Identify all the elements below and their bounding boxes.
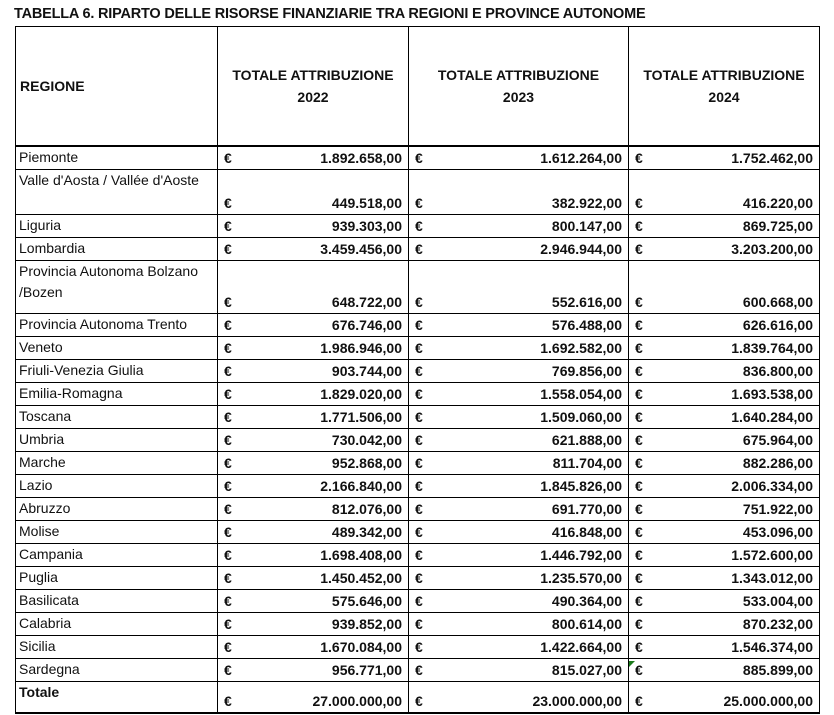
- euro-symbol: €: [415, 593, 423, 609]
- region-name: Piemonte: [16, 146, 218, 170]
- amount-cell-2022: [218, 590, 409, 613]
- euro-symbol: €: [635, 432, 643, 448]
- amount-cell-2024: [629, 567, 820, 590]
- euro-symbol: €: [635, 340, 643, 356]
- amount-cell-2023: [409, 261, 629, 314]
- euro-symbol: €: [635, 294, 643, 310]
- euro-symbol: €: [415, 639, 423, 655]
- euro-symbol: €: [224, 386, 232, 402]
- amount-value: 800.147,00: [551, 218, 622, 234]
- euro-symbol: €: [415, 547, 423, 563]
- amount-value: 903.744,00: [331, 363, 402, 379]
- amount-value: 1.693.538,00: [731, 386, 813, 402]
- amount-value: 815.027,00: [551, 662, 622, 678]
- amount-cell-2022: [218, 636, 409, 659]
- euro-symbol: €: [635, 409, 643, 425]
- total-row: [16, 682, 820, 714]
- euro-symbol: €: [224, 241, 232, 257]
- amount-value: 751.922,00: [742, 501, 813, 517]
- euro-symbol: €: [224, 317, 232, 333]
- amount-value: 3.203.200,00: [731, 241, 813, 257]
- euro-symbol: €: [224, 455, 232, 471]
- euro-symbol: €: [224, 693, 232, 709]
- amount-value: 3.459.456,00: [320, 241, 402, 257]
- amount-cell-2022: [218, 314, 409, 337]
- amount-cell-2022: [218, 360, 409, 383]
- amount-value: 730.042,00: [331, 432, 402, 448]
- amount-cell-2024: [629, 590, 820, 613]
- euro-symbol: €: [635, 662, 643, 678]
- amount-value: 675.964,00: [742, 432, 813, 448]
- euro-symbol: €: [415, 386, 423, 402]
- euro-symbol: €: [635, 570, 643, 586]
- euro-symbol: €: [415, 616, 423, 632]
- amount-value: 1.450.452,00: [320, 570, 402, 586]
- region-name: Sicilia: [16, 636, 218, 659]
- column-header-label: TOTALE ATTRIBUZIONE: [437, 67, 600, 83]
- amount-value: 885.899,00: [742, 662, 813, 678]
- region-name: Calabria: [16, 613, 218, 636]
- amount-cell-2024: [629, 521, 820, 544]
- amount-cell-2024: [629, 452, 820, 475]
- amount-value: 1.839.764,00: [731, 340, 813, 356]
- amount-value: 870.232,00: [742, 616, 813, 632]
- amount-cell-2023: [409, 406, 629, 429]
- total-label: Totale: [16, 682, 218, 714]
- table-row: [16, 613, 820, 636]
- amount-value: 1.558.054,00: [540, 386, 622, 402]
- amount-cell-2023: [409, 429, 629, 452]
- region-name: Umbria: [16, 429, 218, 452]
- amount-cell-2023: [409, 452, 629, 475]
- euro-symbol: €: [415, 478, 423, 494]
- amount-value: 552.616,00: [551, 294, 622, 310]
- amount-value: 1.509.060,00: [540, 409, 622, 425]
- region-name: Veneto: [16, 337, 218, 360]
- table-row: [16, 146, 820, 170]
- amount-cell-2022: [218, 682, 409, 714]
- amount-cell-2024: [629, 261, 820, 314]
- amount-cell-2023: [409, 170, 629, 215]
- amount-value: 1.343.012,00: [731, 570, 813, 586]
- amount-cell-2023: [409, 383, 629, 406]
- amount-cell-2023: [409, 590, 629, 613]
- amount-value: 1.892.658,00: [320, 150, 402, 166]
- amount-value: 1.670.084,00: [320, 639, 402, 655]
- table-row: [16, 636, 820, 659]
- amount-value: 882.286,00: [742, 455, 813, 471]
- amount-value: 2.166.840,00: [320, 478, 402, 494]
- amount-value: 533.004,00: [742, 593, 813, 609]
- euro-symbol: €: [224, 150, 232, 166]
- amount-cell-2022: [218, 613, 409, 636]
- amount-cell-2024: [629, 406, 820, 429]
- euro-symbol: €: [224, 501, 232, 517]
- amount-cell-2023: [409, 360, 629, 383]
- amount-cell-2023: [409, 337, 629, 360]
- euro-symbol: €: [224, 340, 232, 356]
- amount-cell-2023: [409, 215, 629, 238]
- euro-symbol: €: [415, 455, 423, 471]
- amount-value: 769.856,00: [551, 363, 622, 379]
- table-row: [16, 429, 820, 452]
- amount-cell-2024: [629, 337, 820, 360]
- region-name: Sardegna: [16, 659, 218, 682]
- euro-symbol: €: [635, 241, 643, 257]
- table-row: [16, 590, 820, 613]
- region-name: Provincia Autonoma Trento: [16, 314, 218, 337]
- table-row: [16, 314, 820, 337]
- euro-symbol: €: [224, 432, 232, 448]
- table-row: [16, 406, 820, 429]
- euro-symbol: €: [415, 409, 423, 425]
- euro-symbol: €: [635, 363, 643, 379]
- header-row: [16, 27, 820, 147]
- table-row: [16, 170, 820, 215]
- euro-symbol: €: [415, 570, 423, 586]
- region-name: Liguria: [16, 215, 218, 238]
- amount-value: 1.698.408,00: [320, 547, 402, 563]
- amount-value: 676.746,00: [331, 317, 402, 333]
- region-name: Emilia-Romagna: [16, 383, 218, 406]
- amount-value: 626.616,00: [742, 317, 813, 333]
- amount-cell-2022: [218, 498, 409, 521]
- column-header-2024: [629, 27, 820, 147]
- euro-symbol: €: [224, 662, 232, 678]
- amount-cell-2024: [629, 682, 820, 714]
- amount-cell-2022: [218, 238, 409, 261]
- amount-cell-2023: [409, 475, 629, 498]
- amount-cell-2024: [629, 544, 820, 567]
- euro-symbol: €: [224, 593, 232, 609]
- amount-value: 2.006.334,00: [731, 478, 813, 494]
- amount-value: 600.668,00: [742, 294, 813, 310]
- euro-symbol: €: [415, 294, 423, 310]
- amount-cell-2022: [218, 170, 409, 215]
- cell-comment-indicator: [629, 661, 635, 667]
- euro-symbol: €: [224, 195, 232, 211]
- amount-cell-2024: [629, 238, 820, 261]
- region-name: Provincia Autonoma Bolzano /Bozen: [16, 261, 218, 314]
- euro-symbol: €: [635, 455, 643, 471]
- region-name: Friuli-Venezia Giulia: [16, 360, 218, 383]
- column-header-2022: [218, 27, 409, 147]
- amount-value: 1.422.664,00: [540, 639, 622, 655]
- amount-cell-2024: [629, 429, 820, 452]
- table-body: [16, 146, 820, 713]
- table-row: [16, 475, 820, 498]
- euro-symbol: €: [224, 363, 232, 379]
- amount-value: 2.946.944,00: [540, 241, 622, 257]
- amount-cell-2024: [629, 314, 820, 337]
- amount-cell-2022: [218, 337, 409, 360]
- euro-symbol: €: [224, 616, 232, 632]
- amount-value: 1.446.792,00: [540, 547, 622, 563]
- amount-cell-2023: [409, 613, 629, 636]
- amount-value: 382.922,00: [551, 195, 622, 211]
- amount-cell-2024: [629, 636, 820, 659]
- amount-value: 489.342,00: [331, 524, 402, 540]
- amount-cell-2022: [218, 215, 409, 238]
- amount-cell-2022: [218, 429, 409, 452]
- region-name: Marche: [16, 452, 218, 475]
- amount-value: 836.800,00: [742, 363, 813, 379]
- amount-cell-2023: [409, 314, 629, 337]
- euro-symbol: €: [415, 662, 423, 678]
- table-row: [16, 215, 820, 238]
- column-header-region: REGIONE: [16, 27, 218, 147]
- region-name: Campania: [16, 544, 218, 567]
- amount-value: 1.640.284,00: [731, 409, 813, 425]
- amount-cell-2022: [218, 475, 409, 498]
- amount-cell-2023: [409, 567, 629, 590]
- amount-value: 952.868,00: [331, 455, 402, 471]
- amount-cell-2022: [218, 659, 409, 682]
- euro-symbol: €: [415, 218, 423, 234]
- euro-symbol: €: [415, 501, 423, 517]
- amount-cell-2022: [218, 406, 409, 429]
- euro-symbol: €: [224, 524, 232, 540]
- amount-value: 1.752.462,00: [731, 150, 813, 166]
- amount-cell-2023: [409, 521, 629, 544]
- amount-cell-2022: [218, 146, 409, 170]
- euro-symbol: €: [635, 150, 643, 166]
- table-row: [16, 238, 820, 261]
- amount-value: 576.488,00: [551, 317, 622, 333]
- euro-symbol: €: [415, 150, 423, 166]
- column-header-year: 2023: [502, 89, 535, 105]
- amount-value: 648.722,00: [331, 294, 402, 310]
- amount-value: 27.000.000,00: [312, 693, 402, 709]
- amount-value: 1.771.506,00: [320, 409, 402, 425]
- region-name: Abruzzo: [16, 498, 218, 521]
- amount-cell-2022: [218, 521, 409, 544]
- amount-value: 1.845.826,00: [540, 478, 622, 494]
- table-row: [16, 521, 820, 544]
- amount-value: 25.000.000,00: [723, 693, 813, 709]
- table-row: [16, 452, 820, 475]
- amount-cell-2024: [629, 659, 820, 682]
- table-row: [16, 659, 820, 682]
- amount-value: 811.704,00: [552, 455, 622, 471]
- amount-value: 416.848,00: [551, 524, 622, 540]
- amount-cell-2024: [629, 383, 820, 406]
- amount-value: 800.614,00: [551, 616, 622, 632]
- euro-symbol: €: [635, 317, 643, 333]
- amount-value: 1.829.020,00: [320, 386, 402, 402]
- euro-symbol: €: [635, 639, 643, 655]
- euro-symbol: €: [415, 195, 423, 211]
- region-name: Lombardia: [16, 238, 218, 261]
- amount-value: 23.000.000,00: [532, 693, 622, 709]
- table-row: [16, 567, 820, 590]
- euro-symbol: €: [224, 294, 232, 310]
- amount-cell-2023: [409, 544, 629, 567]
- table-row: [16, 360, 820, 383]
- region-name: Basilicata: [16, 590, 218, 613]
- table-row: [16, 383, 820, 406]
- amount-value: 416.220,00: [742, 195, 813, 211]
- amount-value: 691.770,00: [551, 501, 622, 517]
- amount-cell-2024: [629, 498, 820, 521]
- euro-symbol: €: [635, 501, 643, 517]
- euro-symbol: €: [224, 409, 232, 425]
- euro-symbol: €: [415, 524, 423, 540]
- column-header-label: TOTALE ATTRIBUZIONE: [643, 67, 805, 83]
- amount-value: 453.096,00: [742, 524, 813, 540]
- amount-cell-2022: [218, 544, 409, 567]
- amount-cell-2022: [218, 261, 409, 314]
- amount-cell-2023: [409, 498, 629, 521]
- euro-symbol: €: [635, 593, 643, 609]
- column-header-2023: [409, 27, 629, 147]
- amount-cell-2022: [218, 383, 409, 406]
- amount-cell-2023: [409, 659, 629, 682]
- amount-cell-2024: [629, 170, 820, 215]
- euro-symbol: €: [415, 340, 423, 356]
- amount-value: 1.235.570,00: [540, 570, 622, 586]
- amount-value: 621.888,00: [551, 432, 622, 448]
- amount-value: 1.572.600,00: [731, 547, 813, 563]
- amount-cell-2024: [629, 613, 820, 636]
- euro-symbol: €: [635, 693, 643, 709]
- amount-cell-2022: [218, 567, 409, 590]
- euro-symbol: €: [415, 363, 423, 379]
- euro-symbol: €: [415, 317, 423, 333]
- table-row: [16, 337, 820, 360]
- euro-symbol: €: [415, 241, 423, 257]
- euro-symbol: €: [635, 524, 643, 540]
- amount-value: 869.725,00: [742, 218, 813, 234]
- region-name: Lazio: [16, 475, 218, 498]
- euro-symbol: €: [224, 570, 232, 586]
- amount-value: 1.612.264,00: [540, 150, 622, 166]
- amount-cell-2023: [409, 146, 629, 170]
- amount-cell-2023: [409, 636, 629, 659]
- amount-value: 939.852,00: [331, 616, 402, 632]
- amount-cell-2024: [629, 146, 820, 170]
- euro-symbol: €: [224, 218, 232, 234]
- amount-cell-2022: [218, 452, 409, 475]
- column-header-year: 2022: [297, 89, 329, 105]
- funding-table: [15, 26, 820, 714]
- region-name: Molise: [16, 521, 218, 544]
- region-name: Valle d'Aosta / Vallée d'Aoste: [16, 170, 218, 215]
- euro-symbol: €: [635, 547, 643, 563]
- euro-symbol: €: [224, 547, 232, 563]
- table-row: [16, 544, 820, 567]
- amount-cell-2024: [629, 215, 820, 238]
- euro-symbol: €: [635, 478, 643, 494]
- amount-cell-2024: [629, 360, 820, 383]
- amount-value: 1.986.946,00: [320, 340, 402, 356]
- amount-value: 490.364,00: [551, 593, 622, 609]
- euro-symbol: €: [224, 639, 232, 655]
- amount-value: 812.076,00: [331, 501, 402, 517]
- euro-symbol: €: [635, 386, 643, 402]
- column-header-year: 2024: [708, 89, 740, 105]
- amount-value: 939.303,00: [331, 218, 402, 234]
- table-row: [16, 261, 820, 314]
- amount-value: 575.646,00: [331, 593, 402, 609]
- euro-symbol: €: [635, 616, 643, 632]
- table-row: [16, 498, 820, 521]
- amount-value: 1.692.582,00: [540, 340, 622, 356]
- euro-symbol: €: [415, 693, 423, 709]
- region-name: Puglia: [16, 567, 218, 590]
- column-header-label: TOTALE ATTRIBUZIONE: [232, 67, 394, 83]
- table-title: TABELLA 6. RIPARTO DELLE RISORSE FINANZIARIE TRA REGIONI E PROVINCE AUTONOME: [14, 6, 646, 22]
- amount-cell-2023: [409, 238, 629, 261]
- amount-value: 449.518,00: [331, 195, 402, 211]
- euro-symbol: €: [224, 478, 232, 494]
- amount-value: 956.771,00: [331, 662, 402, 678]
- amount-cell-2024: [629, 475, 820, 498]
- region-name: Toscana: [16, 406, 218, 429]
- euro-symbol: €: [415, 432, 423, 448]
- euro-symbol: €: [635, 218, 643, 234]
- amount-cell-2023: [409, 682, 629, 714]
- amount-value: 1.546.374,00: [731, 639, 813, 655]
- euro-symbol: €: [635, 195, 643, 211]
